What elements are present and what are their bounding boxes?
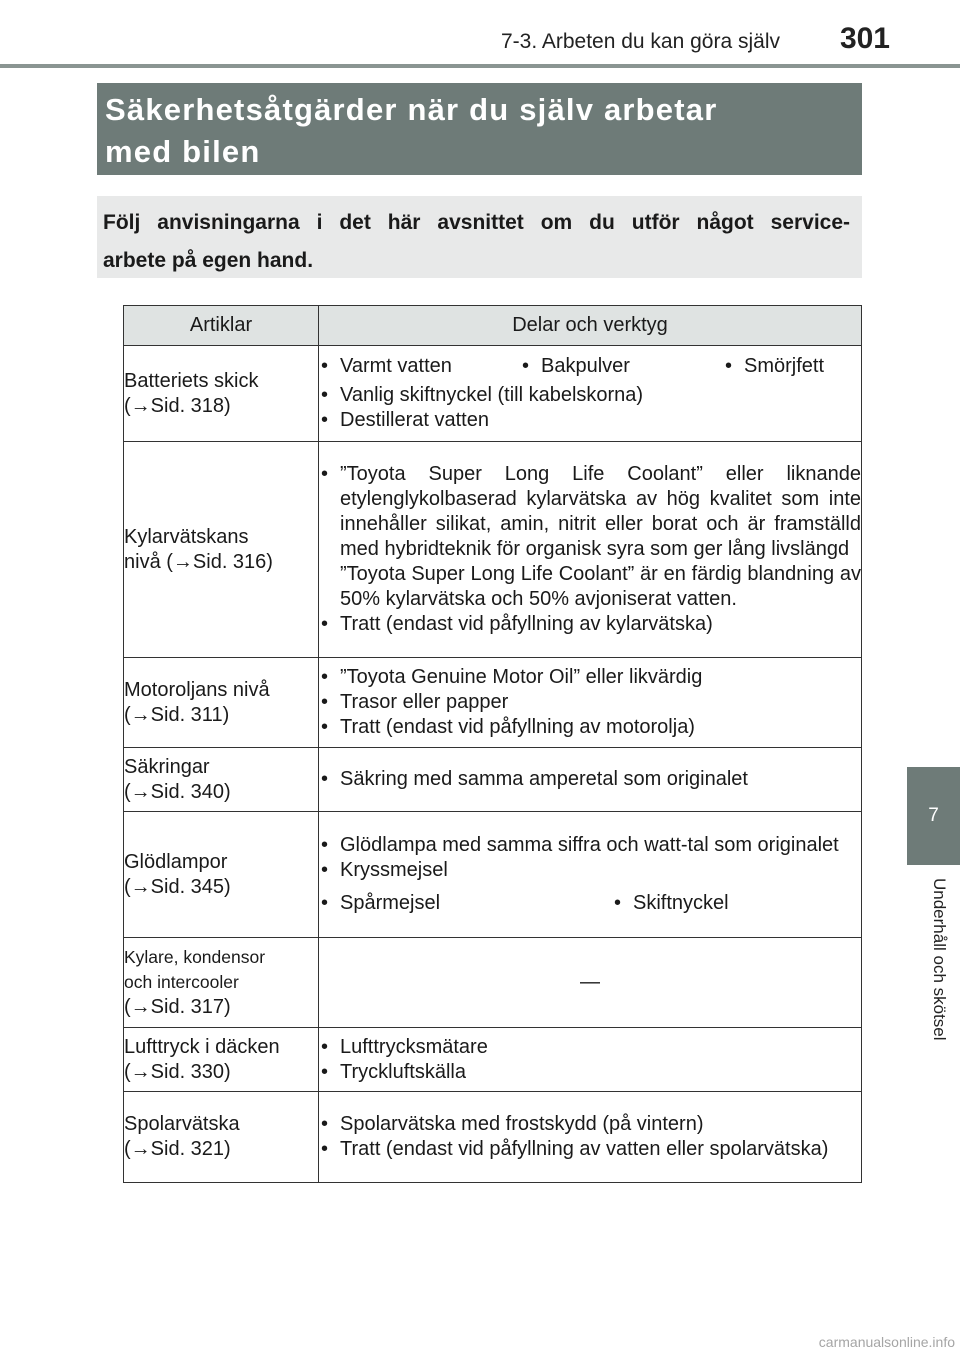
- tool-item: • ”Toyota Super Long Life Coolant” eller liknande etylenglykolbaserad kylarvätska av hög kvalitet som inte innehåller silikat, amin, nitrit eller borat och är framställd med hybridteknik för organisk syra som ger lång livslängd: [319, 462, 861, 562]
- article-cell: [124, 442, 319, 658]
- article-cell: [124, 748, 319, 812]
- article-page-ref: (→Sid. 321): [124, 1138, 231, 1160]
- tool-item: • Varmt vatten: [319, 354, 520, 379]
- chapter-tab: 7: [907, 767, 960, 865]
- tools-cell: [319, 346, 862, 442]
- article-cell: [124, 1028, 319, 1092]
- table-row: [124, 658, 862, 748]
- tool-item: • Destillerat vatten: [319, 408, 861, 433]
- page-number: 301: [839, 22, 890, 55]
- article-cell: [124, 658, 319, 748]
- article-page-ref: (→Sid. 330): [124, 1060, 231, 1083]
- tool-item: • Tratt (endast vid påfyllning av kylarvätska): [319, 612, 861, 637]
- tool-item: • Spolarvätska med frostskydd (på vintern): [319, 1112, 861, 1137]
- tools-cell: [319, 658, 862, 748]
- article-page-ref: (→Sid. 317): [124, 996, 231, 1018]
- article-cell: [124, 346, 319, 442]
- column-header-articles: Artiklar: [124, 306, 319, 346]
- chapter-title: Underhåll och skötsel: [930, 878, 949, 1041]
- tools-inline-group: [319, 354, 861, 379]
- article-name: Glödlampor: [124, 850, 228, 873]
- tools-cell: [319, 812, 862, 938]
- tool-item: • Tryckluftskälla: [319, 1060, 861, 1085]
- header-section-title: 7-3. Arbeten du kan göra själv: [500, 30, 780, 53]
- tool-item: • Säkring med samma amperetal som originalet: [319, 767, 861, 792]
- tool-item: • Lufttrycksmätare: [319, 1035, 861, 1060]
- page-title-line-2: med bilen: [105, 134, 261, 169]
- table-row: [124, 748, 862, 812]
- article-page-ref: (→Sid. 345): [124, 875, 231, 898]
- watermark: carmanualsonline.info: [818, 1334, 955, 1350]
- article-name: Batteriets skick: [124, 369, 259, 392]
- tool-item: • Kryssmejsel: [319, 858, 861, 883]
- article-page-ref: (→Sid. 311): [124, 703, 230, 726]
- table-row: [124, 812, 862, 938]
- article-cell: [124, 938, 319, 1028]
- tool-item: • ”Toyota Genuine Motor Oil” eller likvärdig: [319, 665, 861, 690]
- tools-cell: [319, 748, 862, 812]
- tool-item-note: ”Toyota Super Long Life Coolant” är en färdig blandning av 50% kylarvätska och 50% avjoniserat vatten.: [340, 563, 861, 610]
- tool-item: • Tratt (endast vid påfyllning av motorolja): [319, 715, 861, 740]
- tool-item: • Glödlampa med samma siffra och watt-tal som originalet: [319, 833, 861, 858]
- article-page-ref: (→Sid. 318): [124, 394, 231, 417]
- table-row: [124, 1028, 862, 1092]
- tool-item: • Tratt (endast vid påfyllning av vatten eller spolarvätska): [319, 1137, 861, 1162]
- page-title-line-1: Säkerhetsåtgärder när du själv arbetar: [105, 92, 718, 127]
- column-header-parts: Delar och verktyg: [319, 306, 862, 346]
- article-name: Motoroljans nivå: [124, 678, 270, 701]
- article-name: Kylarvätskans: [124, 525, 249, 548]
- table-row: [124, 442, 862, 658]
- article-name-cont: och intercooler: [124, 972, 239, 992]
- table-row: [124, 346, 862, 442]
- header-rule: [0, 64, 960, 68]
- table-header-row: [124, 306, 862, 346]
- table-row: [124, 938, 862, 1028]
- tool-item: • Skiftnyckel: [612, 891, 833, 916]
- tool-item: • Spårmejsel: [319, 891, 612, 916]
- tools-cell: [319, 1028, 862, 1092]
- tools-cell: [319, 442, 862, 658]
- no-tools-dash: —: [580, 971, 600, 993]
- article-cell: [124, 1092, 319, 1183]
- tools-cell: [319, 938, 862, 1028]
- tool-item: • Vanlig skiftnyckel (till kabelskorna): [319, 383, 861, 408]
- intro-line-2: arbete på egen hand.: [103, 249, 314, 272]
- tools-cell: [319, 1092, 862, 1183]
- tool-item: • Smörjfett: [723, 354, 904, 379]
- table-row: [124, 1092, 862, 1183]
- article-cell: [124, 812, 319, 938]
- parts-and-tools-table: [123, 305, 862, 1183]
- article-name: Spolarvätska: [124, 1113, 240, 1135]
- tools-inline-group: [319, 891, 861, 916]
- tool-item: • Bakpulver: [520, 354, 723, 379]
- tool-item: • Trasor eller papper: [319, 690, 861, 715]
- intro-box: [97, 196, 862, 278]
- article-page-ref: (→Sid. 340): [124, 780, 231, 803]
- intro-line-1: Följ anvisningarna i det här avsnittet om du utför något service-: [103, 211, 850, 234]
- article-name: Lufttryck i däcken: [124, 1035, 280, 1058]
- article-name: Kylare, kondensor: [124, 947, 266, 967]
- article-page-ref: nivå (→Sid. 316): [124, 550, 273, 573]
- page-title-bar: [97, 83, 862, 175]
- article-name: Säkringar: [124, 755, 210, 778]
